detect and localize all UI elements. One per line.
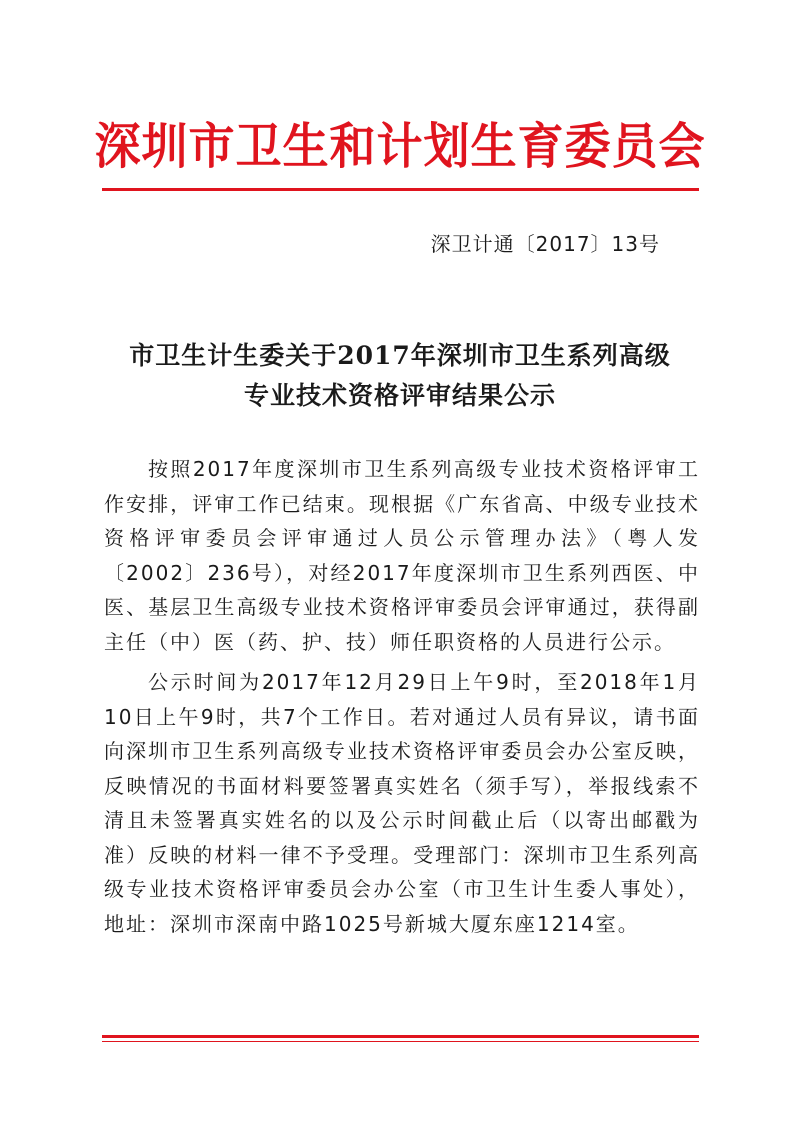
letterhead-org-name: 深圳市卫生和计划生育委员会 xyxy=(94,117,706,175)
body-paragraph-1: 按照2017年度深圳市卫生系列高级专业技术资格评审工作安排，评审工作已结束。现根据《广东省高、中级专业技术资格评审委员会评审通过人员公示管理办法》（粤人发〔2002〕236号），对经2017年度深圳市卫生系列西医、中医、基层卫生高级专业技术资格评审委员会评审通过，获得副主任（中）医（药、护、技）师任职资格的人员进行公示。 xyxy=(104,457,700,654)
document-title-line-1: 市卫生计生委关于2017年深圳市卫生系列高级 xyxy=(129,341,671,370)
document-number: 深卫计通〔2017〕13号 xyxy=(430,232,660,256)
footer-thin-red-rule xyxy=(102,1041,699,1042)
body-paragraph-2: 公示时间为2017年12月29日上午9时，至2018年1月10日上午9时，共7个工作日。若对通过人员有异议，请书面向深圳市卫生系列高级专业技术资格评审委员会办公室反映，反映情况的书面材料要签署真实姓名（须手写），举报线索不清且未签署真实姓名的以及公示时间截止后（以寄出邮戳为准）反映的材料一律不予受理。受理部门：深圳市卫生系列高级专业技术资格评审委员会办公室（市卫生计生委人事处），地址：深圳市深南中路1025号新城大厦东座1214室。 xyxy=(104,670,700,936)
document-body xyxy=(104,452,700,947)
letterhead-red-rule xyxy=(102,188,699,191)
footer-red-rule xyxy=(102,1035,699,1038)
document-title-line-2: 专业技术资格评审结果公示 xyxy=(243,381,556,410)
